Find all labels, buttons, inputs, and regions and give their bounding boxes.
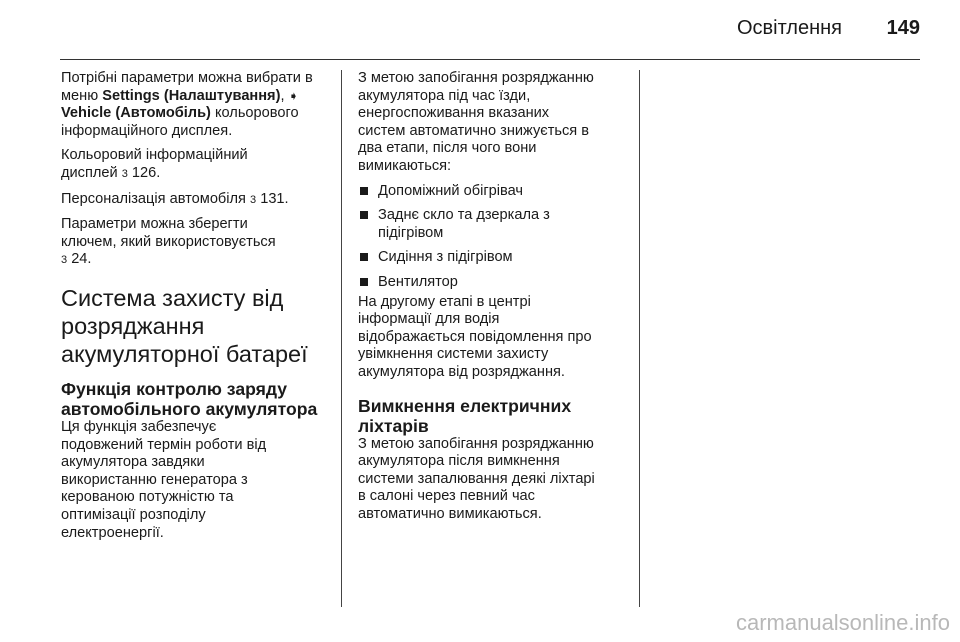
- paragraph-lights-off: З метою запобігання розряджанню акумулятора після вимкнення системи запалювання деякі ліхтарі в салоні через певний час автоматично вимикаються.: [358, 435, 595, 522]
- paragraph-battery-function: Ця функція забезпечує подовжений термін роботи від акумулятора завдяки використанню генератора з керованою потужністю та оптимізації розподілу електроенергії.: [61, 418, 267, 541]
- section-heading: Система захисту від розряджання акумуляторної батареї: [61, 284, 308, 367]
- arrow-icon: ➧: [288, 88, 299, 103]
- page-ref-link[interactable]: 126.: [131, 164, 161, 181]
- page-ref-icon: 3: [121, 167, 128, 180]
- list-item: Заднє скло та дзеркала з підігрівом: [358, 207, 630, 242]
- page-ref-link[interactable]: 131.: [260, 190, 289, 207]
- list-item: Допоміжний обігрівач: [358, 183, 630, 201]
- page-number: 149: [886, 17, 920, 39]
- column-divider-1: [341, 70, 342, 607]
- bullet-square-icon: [360, 253, 368, 261]
- column-divider-2: [639, 70, 640, 607]
- paragraph-discharge-prevention: З метою запобігання розряджанню акумулятора під час їзди, енергоспоживання вказаних систем автоматично знижується в два етапи, після чого вони вимикаються:: [358, 70, 594, 174]
- paragraph-settings: Потрібні параметри можна вибрати в меню Settings (Налаштування), ➧ Vehicle (Автомобіль) кольорового інформаційного дисплея.: [61, 70, 313, 139]
- menu-settings: Settings (Налаштування): [102, 87, 281, 104]
- subsection-heading: Функція контролю заряду автомобільного акумулятора: [61, 378, 318, 419]
- list-item: Вентилятор: [358, 274, 630, 292]
- paragraph-key-ref: Параметри можна зберегти ключем, який використовується 3 24.: [61, 216, 276, 268]
- watermark: carmanualsonline.info: [735, 610, 950, 635]
- list-item: Сидіння з підігрівом: [358, 249, 630, 267]
- column-middle: [358, 70, 630, 530]
- page-ref-icon: 3: [61, 254, 68, 267]
- bullet-square-icon: [360, 278, 368, 286]
- header-divider: [60, 59, 920, 60]
- systems-list: [358, 183, 630, 292]
- paragraph-personalization-ref: Персоналізація автомобіля 3 131.: [61, 190, 289, 207]
- page-ref-link[interactable]: 24.: [71, 251, 92, 268]
- section-title: Освітлення: [736, 17, 842, 39]
- menu-vehicle: Vehicle (Автомобіль): [61, 105, 211, 122]
- bullet-square-icon: [360, 211, 368, 219]
- bullet-square-icon: [360, 187, 368, 195]
- page-ref-icon: 3: [250, 193, 257, 206]
- column-left: [61, 70, 337, 549]
- paragraph-display-ref: Кольоровий інформаційний дисплей 3 126.: [61, 147, 248, 181]
- paragraph-second-stage: На другому етапі в центрі інформації для водія відображається повідомлення про увімкнення системи захисту акумулятора від розряджання.: [358, 293, 592, 380]
- subsection-heading-lights: Вимкнення електричних ліхтарів: [358, 395, 572, 436]
